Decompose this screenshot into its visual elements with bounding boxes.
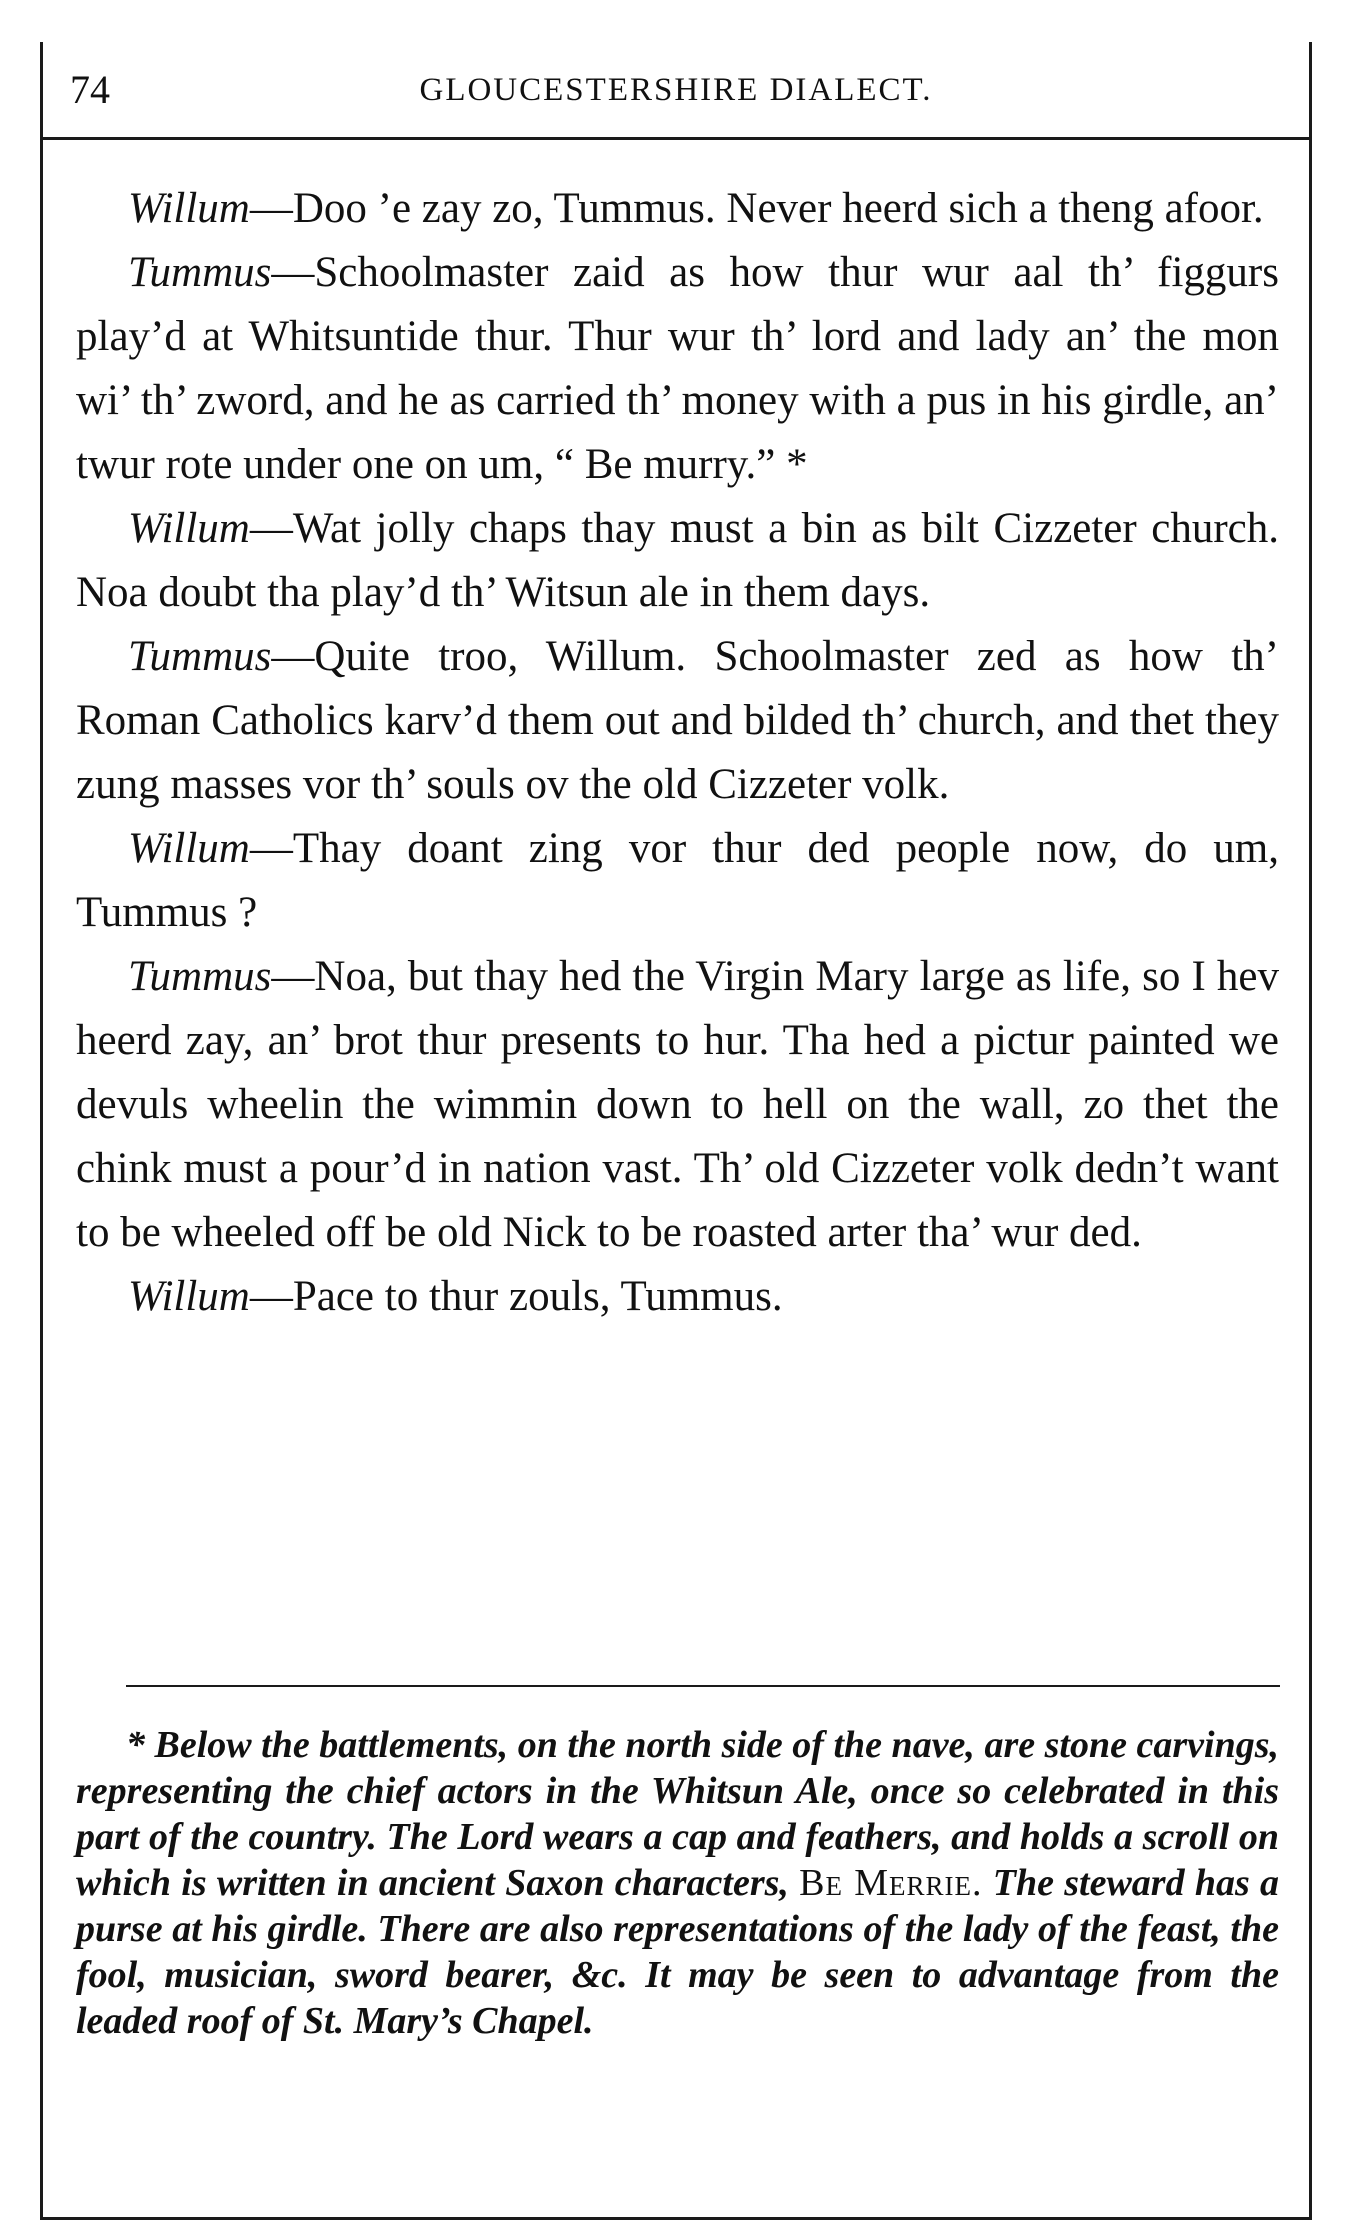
dialogue-text: Doo ’e zay zo, Tummus. Never heerd sich a theng afoor. xyxy=(292,185,1264,232)
dialogue-paragraph xyxy=(76,817,1279,945)
footnote xyxy=(76,1722,1279,2044)
dash: — xyxy=(249,825,293,872)
page-header xyxy=(40,42,1312,140)
speaker-name: Willum xyxy=(128,185,250,232)
speaker-name: Tummus xyxy=(128,953,272,1000)
dash: — xyxy=(271,249,315,296)
dash: — xyxy=(249,505,293,552)
dash: — xyxy=(249,1273,293,1320)
dialogue-paragraph xyxy=(76,497,1279,625)
dash: — xyxy=(271,953,315,1000)
page-number: 74 xyxy=(70,67,110,112)
dash: — xyxy=(249,185,293,232)
speaker-name: Willum xyxy=(128,1273,250,1320)
footnote-separator xyxy=(126,1685,1280,1687)
dialogue-paragraph xyxy=(76,1265,1279,1329)
dialogue-paragraph xyxy=(76,945,1279,1265)
dialogue-paragraph xyxy=(76,625,1279,817)
dialogue-text: Schoolmaster zaid as how thur wur aal th’ figgurs play’d at Whitsuntide thur. Thur wur th’ lord and lady an’ the mon wi’ th’ zword, and he as carried th’ money with a pus in his girdle, an’ twur rote under one on um, “ Be murry.” * xyxy=(76,249,1279,488)
dash: — xyxy=(271,633,315,680)
dialogue-text: Quite troo, Willum. Schoolmaster zed as how th’ Roman Catholics karv’d them out and bilded th’ church, and thet they zung masses vor th’ souls ov the old Cizzeter volk. xyxy=(76,633,1279,808)
dialogue-text: Wat jolly chaps thay must a bin as bilt Cizzeter church. Noa doubt tha play’d th’ Witsun ale in them days. xyxy=(76,505,1279,616)
dialogue-body xyxy=(76,177,1279,1329)
dialogue-text: Noa, but thay hed the Virgin Mary large as life, so I hev heerd zay, an’ brot thur presents to hur. Tha hed a pictur painted we devuls wheelin the wimmin down to hell on the wall, zo thet the chink must a pour’d in nation vast. Th’ old Cizzeter volk dedn’t want to be wheeled off be old Nick to be roasted arter tha’ wur ded. xyxy=(76,953,1279,1256)
speaker-name: Willum xyxy=(128,825,250,872)
speaker-name: Willum xyxy=(128,505,250,552)
dialogue-paragraph xyxy=(76,177,1279,241)
running-title: GLOUCESTERSHIRE DIALECT. xyxy=(419,72,933,108)
speaker-name: Tummus xyxy=(128,633,272,680)
footnote-text-end: The steward has a purse at his girdle. There are also representations of the lady of the feast, the fool, musician, sword bearer, &c. It may be seen to advantage from the leaded roof of St. Mary’s Chapel. xyxy=(76,1862,1280,2042)
footnote-inscription: Be Merrie. xyxy=(799,1862,983,1904)
dialogue-text: Pace to thur zouls, Tummus. xyxy=(292,1273,783,1320)
dialogue-text: Thay doant zing vor thur ded people now, do um, Tummus ? xyxy=(76,825,1279,936)
dialogue-paragraph xyxy=(76,241,1279,497)
footnote-text: * Below the battlements, on the north side of the nave, are stone carvings, representing the chief actors in the Whitsun Ale, once so celebrated in this part of the country. The Lord wears a cap and feathers, and holds a scroll on which is written in ancient Saxon characters, xyxy=(76,1724,1279,1904)
speaker-name: Tummus xyxy=(128,249,272,296)
